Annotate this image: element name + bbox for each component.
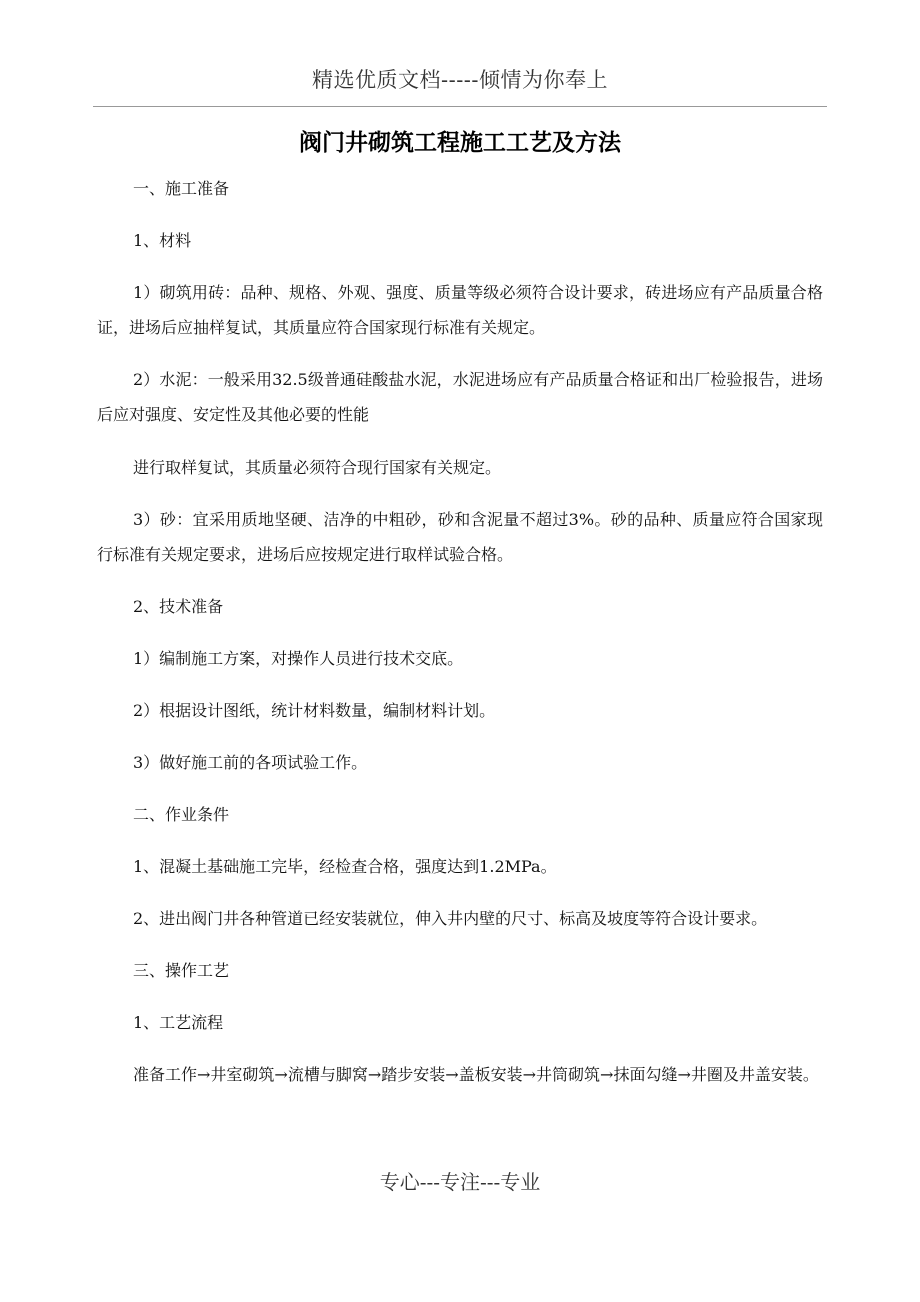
subsection-heading-materials: 1、材料 <box>133 231 192 250</box>
section-heading-process: 三、操作工艺 <box>133 961 230 980</box>
paragraph-pipes: 2、进出阀门井各种管道已经安装就位，伸入井内壁的尺寸、标高及坡度等符合设计要求。 <box>133 909 768 928</box>
subsection-heading-technical: 2、技术准备 <box>133 597 224 616</box>
section-heading-conditions: 二、作业条件 <box>133 805 230 824</box>
paragraph-testing: 3）做好施工前的各项试验工作。 <box>133 753 368 772</box>
page-footer: 专心---专注---专业 <box>379 1170 541 1194</box>
paragraph-bricks: 1）砌筑用砖：品种、规格、外观、强度、质量等级必须符合设计要求，砖进场应有产品质量合格证，进场后应抽样复试，其质量应符合国家现行标准有关规定。 <box>97 283 823 337</box>
paragraph-workflow: 准备工作→井室砌筑→流槽与脚窝→踏步安装→盖板安装→井筒砌筑→抹面勾缝→井圈及井盖安装。 <box>133 1065 819 1084</box>
document-title: 阀门井砌筑工程施工工艺及方法 <box>299 130 621 156</box>
section-heading-preparation: 一、施工准备 <box>133 179 230 198</box>
paragraph-concrete-base: 1、混凝土基础施工完毕，经检查合格，强度达到1.2MPa。 <box>133 857 557 876</box>
paragraph-material-plan: 2）根据设计图纸，统计材料数量，编制材料计划。 <box>133 701 496 720</box>
paragraph-cement: 2）水泥：一般采用32.5级普通硅酸盐水泥，水泥进场应有产品质量合格证和出厂检验报告，进场后应对强度、安定性及其他必要的性能 <box>97 370 823 424</box>
paragraph-cement-continued: 进行取样复试，其质量必须符合现行国家有关规定。 <box>133 458 502 477</box>
document-body <box>97 171 823 1109</box>
paragraph-construction-plan: 1）编制施工方案，对操作人员进行技术交底。 <box>133 649 464 668</box>
paragraph-sand: 3）砂：宜采用质地坚硬、洁净的中粗砂，砂和含泥量不超过3%。砂的品种、质量应符合国家现行标准有关规定要求，进场后应按规定进行取样试验合格。 <box>97 510 823 564</box>
subsection-heading-workflow: 1、工艺流程 <box>133 1013 224 1032</box>
header-divider <box>93 106 827 107</box>
page-header: 精选优质文档-----倾情为你奉上 <box>312 68 608 92</box>
